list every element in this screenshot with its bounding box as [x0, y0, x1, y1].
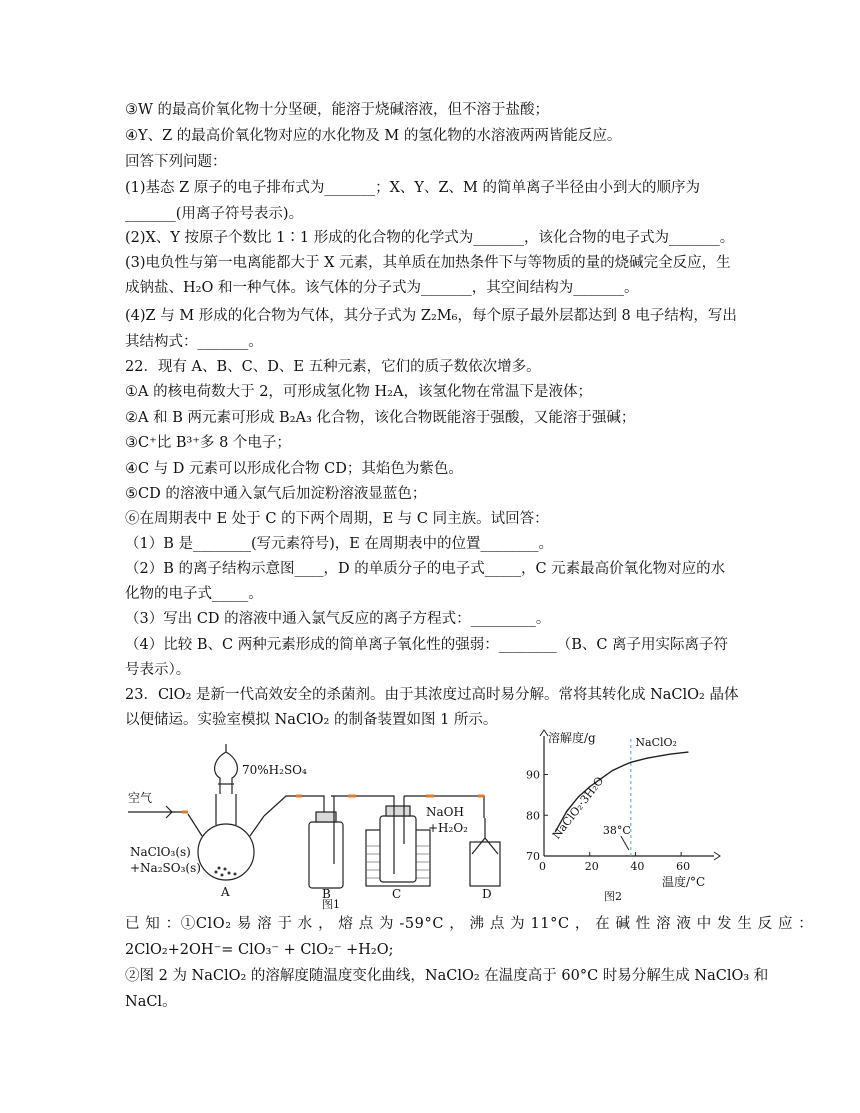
data-point — [630, 762, 631, 763]
series-label: NaClO₂·3H₂O — [549, 774, 607, 842]
flask-a — [198, 824, 254, 880]
annotation-label: 38°C — [602, 824, 631, 837]
y-tick-label: 70 — [526, 850, 540, 863]
text-line: _______(用离子符号表示)。 — [125, 206, 304, 222]
annotation-pointer — [621, 836, 629, 850]
text-line: 以便储运。实验室模拟 NaClO₂ 的制备装置如图 1 所示。 — [125, 712, 498, 728]
y-tick-label: 80 — [526, 809, 540, 823]
text-line: (4)Z 与 M 形成的化合物为气体，其分子式为 Z₂M₆，每个原子最外层都达到 8 电子结构，写出 — [125, 308, 737, 324]
x-axis-arrow-icon — [714, 852, 720, 860]
tube-a-b — [264, 796, 324, 816]
figure1-labels — [128, 763, 492, 911]
text-line: （2）B 的离子结构示意图____，D 的单质分子的电子式_____，C 元素最高价氧化物对应的水 — [125, 561, 726, 577]
solubility-chart — [526, 730, 720, 903]
text-line: （3）写出 CD 的溶液中通入氯气反应的离子方程式：_________。 — [125, 611, 551, 627]
text-line: ③W 的最高价氧化物十分坚硬，能溶于烧碱溶液，但不溶于盐酸； — [125, 102, 550, 118]
x-axis-label: 温度/°C — [662, 875, 706, 889]
text-line: (3)电负性与第一电离能都大于 X 元素，其单质在加热条件下与等物质的量的烧碱完全反应，生 — [125, 255, 731, 271]
acid-label: 70%H₂SO₄ — [242, 763, 307, 777]
data-point — [687, 752, 688, 753]
data-point — [646, 758, 647, 759]
h2o2-label: +H₂O₂ — [428, 821, 468, 835]
flask-neck — [216, 794, 236, 825]
text-line: ①A 的核电荷数大于 2，可形成氢化物 H₂A，该氢化物在常温下是液体； — [125, 384, 592, 400]
text-line: 已 知 ：①ClO₂ 易 溶 于 水 ， 熔 点 为 -59°C ， 沸 点 为 11°C ， 在 碱 性 溶 液 中 发 生 反 应 ： — [125, 916, 814, 932]
data-point — [623, 765, 624, 766]
air-label: 空气 — [128, 791, 153, 805]
flask-side-necks — [188, 814, 264, 836]
data-point — [612, 770, 613, 771]
bottle-c — [380, 816, 416, 882]
text-line: 回答下列问题： — [125, 154, 227, 170]
text-line: (2)X、Y 按原子个数比 1∶1 形成的化合物的化学式为_______，该化合物的电子式为_______。 — [125, 230, 735, 246]
figure2-caption: 图2 — [604, 890, 622, 903]
label-a: A — [221, 885, 230, 899]
text-line: ②图 2 为 NaClO₂ 的溶解度随温度变化曲线，NaClO₂ 在温度高于 60°C 时易分解生成 NaClO₃ 和 — [125, 968, 769, 984]
text-line: 2ClO₂+2OH⁻= ClO₃⁻ + ClO₂⁻ +H₂O; — [125, 942, 394, 958]
solid-reagent — [215, 867, 237, 877]
text-line: 其结构式：_______。 — [125, 334, 263, 350]
text-line: ⑥在周期表中 E 处于 C 的下两个周期，E 与 C 同主族。试回答： — [125, 511, 549, 527]
x-tick-label: 0 — [539, 860, 546, 873]
data-point — [669, 754, 670, 755]
text-line: ④Y、Z 的最高价氧化物对应的水化物及 M 的氢化物的水溶液两两皆能反应。 — [125, 128, 622, 144]
text-line: ②A 和 B 两元素可形成 B₂A₃ 化合物，该化合物既能溶于强酸，又能溶于强碱； — [125, 410, 636, 426]
text-line: （1）B 是________(写元素符号)，E 在周期表中的位置________。 — [125, 536, 553, 552]
text-line: 化物的电子式_____。 — [125, 586, 263, 602]
x-tick-label: 60 — [676, 860, 691, 873]
text-line: ③C⁺比 B³⁺多 8 个电子； — [125, 435, 291, 451]
reagent-label-2: +Na₂SO₃(s) — [130, 861, 201, 875]
figures — [126, 731, 726, 911]
question-heading: 22．现有 A、B、C、D、E 五种元素，它们的质子数依次增多。 — [125, 359, 541, 375]
text-line: NaCl。 — [125, 994, 177, 1010]
dropping-funnel — [215, 752, 238, 794]
bottle-b — [309, 822, 343, 888]
text-line: (1)基态 Z 原子的电子排布式为_______；X、Y、Z、M 的简单离子半径由小到大的顺序为 — [125, 180, 701, 196]
x-tick-label: 40 — [630, 860, 645, 873]
text-line: ⑤CD 的溶液中通入氯气后加淀粉溶液显蓝色； — [125, 486, 427, 502]
series-label: NaClO₂ — [635, 736, 677, 750]
label-c: C — [392, 887, 402, 901]
y-axis-arrow-icon — [540, 730, 548, 736]
text-line: ④C 与 D 元素可以形成化合物 CD；其焰色为紫色。 — [125, 461, 463, 477]
inverted-funnel — [472, 838, 498, 854]
label-d: D — [482, 887, 492, 901]
series-line — [631, 752, 688, 762]
question-heading: 23．ClO₂ 是新一代高效安全的杀菌剂。由于其浓度过高时易分解。常将其转化成 NaClO₂ 晶体 — [125, 687, 739, 703]
reagent-label-1: NaClO₃(s) — [130, 845, 191, 859]
naoh-label: NaOH — [426, 805, 464, 819]
label-b: B — [322, 887, 331, 901]
text-line: （4）比较 B、C 两种元素形成的简单离子氧化性的强弱：________（B、C 离子用实际离子符 — [125, 637, 729, 653]
beaker-d — [470, 842, 500, 886]
x-tick-label: 20 — [584, 860, 599, 873]
y-axis-label: 溶解度/g — [548, 731, 596, 745]
text-line: 成钠盐、H₂O 和一种气体。该气体的分子式为_______，其空间结构为_______。 — [125, 280, 639, 296]
y-tick-label: 90 — [526, 768, 540, 782]
text-line: 号表示）。 — [125, 662, 191, 678]
figure1-caption: 图1 — [322, 898, 340, 911]
